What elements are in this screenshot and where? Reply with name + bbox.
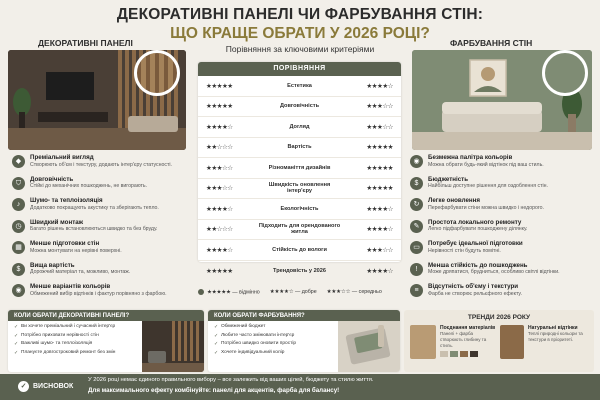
right-rating: ★★★☆☆	[366, 123, 393, 131]
conclusion-label: ✓ ВИСНОВОК	[18, 381, 73, 392]
left-rating: ★★★★★	[206, 267, 233, 275]
left-rating: ★★★★☆	[206, 205, 233, 213]
comparison-header: ПОРІВНЯННЯ	[198, 62, 401, 76]
criterion-label: Стійкість до вологи	[272, 246, 327, 253]
feature-desc: Можна монтувати на нерівні поверхні.	[30, 247, 122, 254]
feature-item	[410, 219, 596, 233]
criterion-label: Трендовість у 2026	[272, 267, 327, 274]
feature-title: Менша стійкість до пошкоджень	[428, 261, 528, 269]
comparison-table	[198, 62, 401, 275]
criterion-label: Підходить для орендованого житла	[258, 223, 341, 236]
material-swatch	[410, 325, 436, 359]
feature-item	[12, 219, 198, 233]
trend2-desc: Теплі природні кольори та текстури в пріоритеті.	[528, 331, 583, 342]
criterion-label: Різноманіття дизайнів	[268, 164, 331, 171]
legend-dot-icon	[198, 289, 204, 295]
list-item: ✓ Обмежений бюджет	[214, 323, 332, 332]
right-rating: ★★★☆☆	[366, 103, 393, 111]
page-description: Порівняння за ключовими критеріями	[225, 44, 375, 54]
checkmark-icon: ✓	[18, 381, 29, 392]
trends-panel	[404, 310, 594, 372]
wall-icon: ▦	[12, 241, 25, 254]
comparison-row	[198, 220, 401, 241]
criterion-label: Естетика	[287, 82, 312, 89]
feature-desc: Найбільш доступне рішення для оздоблення стін.	[428, 183, 548, 189]
feature-item	[12, 197, 198, 211]
right-rating: ★★★★☆	[366, 82, 393, 90]
feature-item	[12, 176, 198, 190]
sound-icon: ♪	[12, 198, 25, 211]
left-rating: ★★★☆☆	[206, 164, 233, 172]
list-item: ✓ Важливі шумо- та теплоізоляція	[14, 340, 136, 349]
feature-item	[12, 262, 198, 276]
criterion-label: Швидкість оновлення інтер'єру	[268, 182, 331, 195]
when-paint-panel	[208, 310, 400, 372]
right-rating: ★★★★★	[366, 185, 393, 193]
feature-title: Довговічність	[30, 175, 74, 183]
level-icon: ▭	[410, 241, 423, 254]
legend-item: ★★★★★ — відмінно	[198, 289, 260, 295]
feature-desc: Нерівності стін будуть помітні.	[428, 247, 501, 254]
panel-interior-image	[142, 321, 204, 372]
feature-item	[12, 240, 198, 254]
trend2-title: Натуральні відтінки	[528, 325, 578, 331]
left-heading: ДЕКОРАТИВНІ ПАНЕЛІ	[38, 38, 133, 48]
list-item: ✓ Любите часто змінювати інтер'єр	[214, 332, 332, 341]
list-item: ✓ Ви хочете преміальний і сучасний інтер'єр	[14, 323, 136, 332]
feature-item	[410, 240, 596, 254]
when-paint-title: КОЛИ ОБРАТИ ФАРБУВАННЯ?	[208, 310, 400, 321]
right-rating: ★★★☆☆	[366, 246, 393, 254]
criterion-label: Екологічність	[280, 205, 319, 212]
right-rating: ★★★★☆	[366, 226, 393, 234]
comparison-row	[198, 97, 401, 118]
feature-item	[410, 283, 596, 297]
comparison-row	[198, 158, 401, 179]
feature-title: Простота локального ремонту	[428, 218, 522, 226]
clock-icon: ◷	[12, 220, 25, 233]
conclusion-bar	[0, 374, 600, 400]
money-icon: $	[410, 177, 423, 190]
left-rating: ★★☆☆☆	[206, 144, 233, 152]
legend-item: ★★★☆☆ — середньо	[326, 289, 382, 296]
feature-title: Бюджетність	[428, 175, 469, 183]
list-item: ✓ Потрібно швидко оновити простір	[214, 340, 332, 349]
legend-item: ★★★★☆ — добре	[269, 289, 317, 296]
feature-desc: Дорожчий матеріал та, можливо, монтаж.	[30, 269, 131, 275]
paint-tray-image	[338, 321, 400, 372]
criterion-label: Довговічність	[279, 103, 320, 110]
feature-item	[410, 197, 596, 211]
feature-title: Преміальний вигляд	[30, 154, 94, 161]
palette-icon: ◉	[410, 155, 423, 168]
brush-icon: ✎	[410, 220, 423, 233]
comparison-row	[198, 117, 401, 138]
shield-icon: ⛉	[12, 177, 25, 190]
feature-title: Шумо- та теплоізоляція	[30, 197, 103, 204]
comparison-row	[198, 138, 401, 159]
left-rating: ★★★★☆	[206, 123, 233, 131]
feature-desc: Обмежений вибір відтінків і фактур порівняно з фарбою.	[30, 290, 167, 297]
feature-title: Швидкий монтаж	[30, 218, 84, 226]
comparison-row	[198, 76, 401, 97]
trend1-desc: Панелі + фарба створюють глибину та стиль.	[440, 331, 487, 348]
layers-icon: ≡	[410, 284, 423, 297]
feature-title: Безмежна палітра кольорів	[428, 154, 513, 161]
rating-legend	[198, 289, 403, 295]
comparison-row	[198, 179, 401, 200]
feature-item	[12, 154, 198, 168]
when-panels-title: КОЛИ ОБРАТИ ДЕКОРАТИВНІ ПАНЕЛІ?	[8, 310, 204, 321]
left-rating: ★★★★★	[206, 103, 233, 111]
feature-item	[410, 262, 596, 276]
feature-desc: Можна обрати будь-який відтінок під ваш стиль.	[428, 161, 544, 168]
conclusion-line2: Для максимального ефекту комбінуйте: панелі для акцентів, фарба для балансу!	[88, 387, 340, 394]
color-swatches	[440, 351, 496, 357]
feature-desc: Може дряпатися, брудниться, особливо світлі відтінки.	[428, 269, 560, 275]
feature-title: Легке оновлення	[428, 197, 481, 204]
feature-title: Вища вартість	[30, 261, 75, 269]
diamond-icon: ◆	[12, 155, 25, 168]
trends-title: ТРЕНДИ 2026 РОКУ	[467, 314, 531, 321]
feature-item	[410, 176, 596, 190]
feature-item	[410, 154, 596, 168]
right-rating: ★★★★☆	[366, 205, 393, 213]
feature-desc: Багато рішень встановлюються швидко та без бруду.	[30, 226, 158, 232]
conclusion-line1: У 2026 році немає єдиного правильного вибору – все залежить від ваших цілей, бюджету та стилю життя.	[88, 377, 374, 383]
feature-desc: Перефарбувати стіни можна швидко і недорого.	[428, 204, 544, 211]
right-heading: ФАРБУВАННЯ СТІН	[450, 38, 533, 48]
left-rating: ★★★☆☆	[206, 185, 233, 193]
feature-title: Менше підготовки стін	[30, 240, 100, 247]
criterion-label: Догляд	[289, 123, 310, 130]
page-subtitle: ЩО КРАЩЕ ОБРАТИ У 2026 РОЦІ?	[170, 25, 430, 42]
right-rating: ★★★★★	[366, 144, 393, 152]
feature-title: Потребує ідеальної підготовки	[428, 240, 523, 247]
comparison-row	[198, 261, 401, 282]
feature-desc: Створюють об'єм і текстуру, додають інтер'єру статусності.	[30, 161, 172, 168]
left-rating: ★★☆☆☆	[206, 226, 233, 234]
feature-item	[12, 283, 198, 297]
comparison-row	[198, 199, 401, 220]
trend1-title: Поєднання матеріалів	[440, 325, 496, 331]
money-icon: $	[12, 263, 25, 276]
feature-desc: Легко підфарбувати пошкоджену ділянку.	[428, 226, 528, 232]
list-item: ✓ Плануєте довгостроковий ремонт без змін	[14, 349, 136, 358]
wood-slat-swatch	[500, 325, 524, 359]
feature-desc: Стійкі до механічних пошкоджень, не вигорають.	[30, 183, 148, 189]
warning-icon: !	[410, 263, 423, 276]
page-title: ДЕКОРАТИВНІ ПАНЕЛІ ЧИ ФАРБУВАННЯ СТІН:	[116, 6, 484, 23]
feature-desc: Додатково покращують акустику та зберігають тепло.	[30, 204, 159, 211]
right-rating: ★★★★☆	[366, 267, 393, 275]
refresh-icon: ↻	[410, 198, 423, 211]
list-item: ✓ Потрібно приховати нерівності стін	[14, 332, 136, 341]
feature-desc: Фарба не створює рельєфного ефекту.	[428, 290, 522, 297]
when-panels-panel	[8, 310, 204, 372]
paint-color-thumbnail	[542, 50, 588, 96]
comparison-row	[198, 240, 401, 261]
wood-texture-thumbnail	[134, 50, 180, 96]
list-item: ✓ Хочете індивідуальний колір	[214, 349, 332, 358]
feature-title: Менше варіантів кольорів	[30, 283, 111, 290]
criterion-label: Вартість	[287, 144, 312, 151]
left-rating: ★★★★★	[206, 82, 233, 90]
feature-title: Відсутність об'єму і текстури	[428, 283, 519, 290]
left-rating: ★★★★☆	[206, 246, 233, 254]
palette-icon: ◉	[12, 284, 25, 297]
right-rating: ★★★★★	[366, 164, 393, 172]
